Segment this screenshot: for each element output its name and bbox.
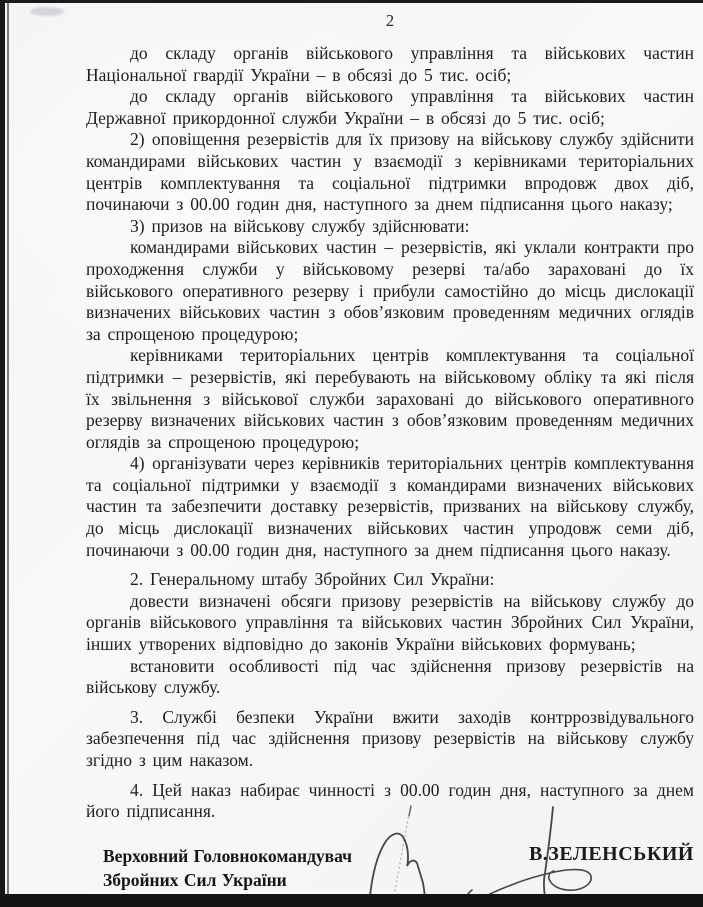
body-paragraph-section-2: 2. Генеральному штабу Збройних Сил України: [130, 569, 495, 590]
document-body [86, 43, 694, 823]
body-paragraph: встановити особливості під час здійснення призову резервістів на військову службу. [86, 655, 694, 698]
body-paragraph: керівниками територіальних центрів комплектування та соціальної підтримки – резервістів, які перебувають на військовому обліку та які після їх звільнення з військової служби зараховані до військового оперативного резерву визначених військових частин з обов’язковим проведенням медичних оглядів за спрощеною процедурою; [86, 345, 694, 452]
signatory-title [103, 844, 352, 892]
scan-edge-bottom [0, 894, 703, 907]
scan-smudge [30, 7, 64, 16]
body-paragraph: 4) організувати через керівників територіальних центрів комплектування та соціальної підтримки у взаємодії з командирами визначених військових частин та забезпечити доставку резервістів, призваних на військову службу, до місць дислокації визначених військових частин упродовж семи діб, починаючи з 00.00 годин дня, наступного за днем підписання цього наказу. [86, 453, 694, 560]
page-number: 2 [385, 11, 395, 30]
body-paragraph-section-4: 4. Цей наказ набирає чинності з 00.00 годин дня, наступного за днем його підписання. [86, 779, 694, 822]
body-paragraph: 3) призов на військову службу здійснювати: [130, 215, 470, 236]
scan-edge-left-line [7, 0, 9, 907]
signatory-title-line2: Збройних Сил України [103, 870, 287, 890]
body-paragraph: довести визначені обсяги призову резервістів на військову службу до органів військового управління та військових частин Збройних Сил України, інших утворених відповідно до законів України військових формувань; [86, 590, 694, 655]
body-paragraph-section-3: 3. Службі безпеки України вжити заходів контррозвідувального забезпечення під час здійснення призову резервістів на військову службу згідно з цим наказом. [86, 706, 694, 770]
scan-edge-top [0, 0, 703, 3]
body-paragraph: командирами військових частин – резервістів, які уклали контракти про проходження служби у військовому резерві та/або зараховані до їх військового оперативного резерву і прибули самостійно до місць дислокації визначених військових частин з обов’язковим проведенням медичних оглядів за спрощеною процедурою; [86, 237, 694, 344]
signatory-name: В.ЗЕЛЕНСЬКИЙ [528, 843, 694, 865]
body-paragraph: до складу органів військового управління та військових частин Державної прикордонної служби України – в обсязі до 5 тис. осіб; [86, 86, 694, 128]
body-paragraph: 2) оповіщення резервістів для їх призову на військову службу здійснити командирами військових частин у взаємодії з керівниками територіальних центрів комплектування та соціальної підтримки впродовж двох діб, починаючи з 00.00 годин дня, наступного за днем підписання цього наказу; [86, 129, 694, 215]
signature-scribble [330, 780, 703, 907]
scan-edge-left [0, 0, 5, 907]
signatory-title-line1: Верховний Головнокомандувач [103, 846, 353, 866]
body-paragraph: до складу органів військового управління та військових частин Національної гвардії України – в обсязі до 5 тис. осіб; [86, 43, 694, 85]
